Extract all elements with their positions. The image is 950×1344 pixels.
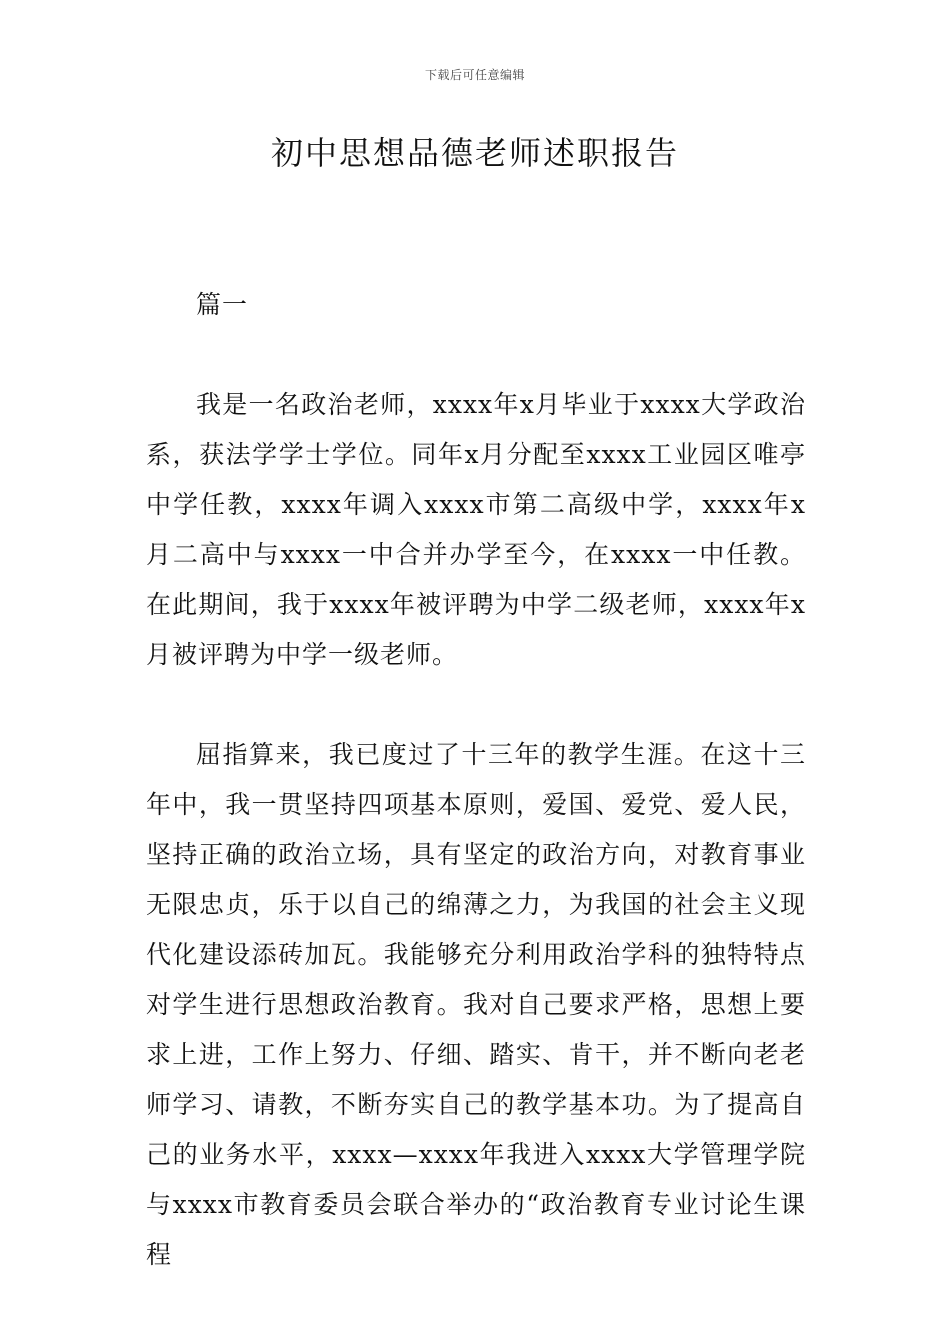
paragraph-2: 屈指算来，我已度过了十三年的教学生涯。在这十三年中，我一贯坚持四项基本原则，爱国、爱党、爱人民，坚持正确的政治立场，具有坚定的政治方向，对教育事业无限忠贞，乐于以自己的绵薄之力，为我国的社会主义现代化建设添砖加瓦。我能够充分利用政治学科的独特特点对学生进行思想政治教育。我对自己要求严格，思想上要求上进，工作上努力、仔细、踏实、肯干，并不断向老老师学习、请教，不断夯实自己的教学基本功。为了提高自己的业务水平，xxxx—xxxx年我进入xxxx大学管理学院与xxxx市教育委员会联合举办的“政治教育专业讨论生课程 <box>146 740 806 1269</box>
document-body <box>146 280 806 1280</box>
header-note: 下载后可任意编辑 <box>424 68 525 82</box>
paragraph-1: 我是一名政治老师，xxxx年x月毕业于xxxx大学政治系，获法学学士学位。同年x月分配至xxxx工业园区唯亭中学任教，xxxx年调入xxxx市第二高级中学，xxxx年x月二高中与xxxx一中合并办学至今，在xxxx一中任教。在此期间，我于xxxx年被评聘为中学二级老师，xxxx年x月被评聘为中学一级老师。 <box>146 390 806 669</box>
document-title: 初中思想品德老师述职报告 <box>270 134 679 172</box>
section-label: 篇一 <box>196 290 249 319</box>
